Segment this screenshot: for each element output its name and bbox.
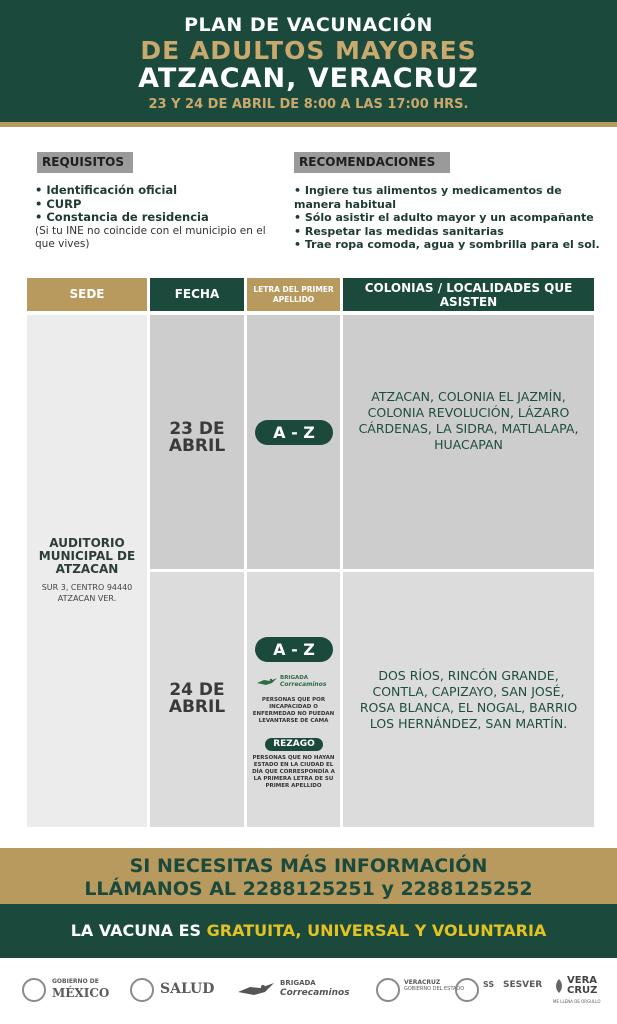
- veracruz-brand-logo: [553, 976, 613, 1006]
- requisitos-title: REQUISITOS: [37, 152, 133, 173]
- sesver-text: SESVER: [503, 980, 543, 990]
- info-banner: [0, 848, 617, 904]
- column-header-letra: LETRA DEL PRIMER APELLIDO: [247, 278, 340, 311]
- fecha-date: 23 DE ABRIL: [168, 419, 226, 456]
- recomendaciones-title: RECOMENDACIONES: [294, 152, 450, 173]
- bird-icon: [236, 980, 276, 1000]
- ss-text: SS: [483, 980, 495, 989]
- letra-cell: [247, 572, 340, 827]
- fecha-cell: [150, 572, 244, 827]
- logos-footer: [0, 958, 617, 1024]
- leaf-icon: [553, 978, 565, 994]
- cruz-text: CRUZ: [567, 985, 598, 996]
- sede-address: SUR 3, CENTRO 94440 ATZACAN VER.: [41, 583, 133, 603]
- recomendacion-item: • Respetar las medidas sanitarias: [294, 224, 504, 238]
- salud-logo: [130, 976, 220, 1006]
- vacuna-banner: [0, 904, 617, 958]
- colonias-list: ATZACAN, COLONIA EL JAZMÍN, COLONIA REVOLUCIÓN, LÁZARO CÁRDENAS, LA SIDRA, MATLALAPA, HUACAPAN: [358, 389, 579, 452]
- sede-name: AUDITORIO MUNICIPAL DE ATZACAN: [38, 536, 136, 576]
- requisito-item: • CURP: [35, 196, 82, 211]
- veracruz-gobierno-logo: [376, 976, 465, 1006]
- column-header-sede: SEDE: [27, 278, 147, 311]
- colonias-list: DOS RÍOS, RINCÓN GRANDE, CONTLA, CAPIZAYO, SAN JOSÉ, ROSA BLANCA, EL NOGAL, BARRIO LOS HERNÁNDEZ, SAN MARTÍN.: [359, 668, 578, 731]
- vera-text: VERA: [567, 975, 598, 986]
- requisito-item: • Constancia de residencia: [35, 210, 209, 224]
- veracruz-text: VERACRUZ: [404, 979, 441, 986]
- vacuna-highlight: GRATUITA, UNIVERSAL Y VOLUNTARIA: [206, 921, 547, 940]
- header-dates: 23 Y 24 DE ABRIL DE 8:00 A LAS 17:00 HRS.: [148, 97, 469, 112]
- gobierno-mexico-logo: [22, 976, 122, 1006]
- header-line1: PLAN DE VACUNACIÓN: [184, 14, 433, 36]
- rezago-badge: REZAGO: [265, 738, 323, 751]
- eagle-seal-icon: [22, 978, 46, 1002]
- requisitos-list: [35, 184, 285, 252]
- vacuna-prefix: LA VACUNA ES: [70, 921, 207, 940]
- sesver-logo: [455, 976, 543, 1006]
- letra-range-badge: A - Z: [255, 420, 333, 445]
- salud-text: SALUD: [160, 981, 215, 997]
- header-location: ATZACAN, VERACRUZ: [138, 63, 479, 94]
- letra-cell: [247, 315, 340, 569]
- recomendacion-item: • Trae ropa comoda, agua y sombrilla para el sol.: [294, 238, 600, 251]
- brigada-big-text: Correcaminos: [280, 988, 350, 998]
- state-shield-icon: [376, 978, 400, 1002]
- fecha-date: 24 DE ABRIL: [168, 680, 226, 717]
- brigada-correcaminos-logo: [236, 976, 356, 1006]
- brigada-name: Correcaminos: [280, 681, 327, 688]
- recomendacion-item: • Ingiere tus alimentos y medicamentos de manera habitual: [294, 184, 562, 211]
- veracruz-sub-text: GOBIERNO DEL ESTADO: [404, 986, 465, 992]
- requisito-note: (Si tu INE no coincide con el municipio en el que vives): [35, 224, 266, 250]
- vera-tagline: ME LLENA DE ORGULLO: [553, 999, 601, 1004]
- brigada-label: BRIGADA: [280, 675, 309, 681]
- gobierno-big-text: MÉXICO: [52, 986, 110, 1000]
- requisito-item: • Identificación oficial: [35, 183, 178, 197]
- colonias-cell: [343, 315, 594, 569]
- state-shield-icon: [455, 978, 479, 1002]
- brigada-correcaminos-badge: [256, 674, 332, 690]
- recomendacion-item: • Sólo asistir el adulto mayor y un acompañante: [294, 211, 594, 224]
- gobierno-small-text: GOBIERNO DE: [52, 978, 99, 985]
- brigada-small-text: BRIGADA: [280, 979, 316, 987]
- colonias-cell: [343, 572, 594, 827]
- header-line2: DE ADULTOS MAYORES: [140, 36, 477, 65]
- rezago-description: PERSONAS QUE NO HAYAN ESTADO EN LA CIUDAD EL DÍA QUE CORRESPONDÍA A LA PRIMERA LETRA DE SU PRIMER APELLIDO: [252, 755, 335, 789]
- eagle-seal-icon: [130, 978, 154, 1002]
- letra-range-badge: A - Z: [255, 637, 333, 662]
- fecha-cell: [150, 315, 244, 569]
- info-line1: SI NECESITAS MÁS INFORMACIÓN: [129, 855, 488, 877]
- sede-cell: [27, 315, 147, 827]
- column-header-colonias: COLONIAS / LOCALIDADES QUE ASISTEN: [343, 278, 594, 311]
- gold-divider: [0, 122, 617, 127]
- bird-icon: [256, 676, 278, 688]
- header-banner: [0, 0, 617, 122]
- info-phone-line: LLÁMANOS AL 2288125251 y 2288125252: [84, 878, 533, 900]
- column-header-fecha: FECHA: [150, 278, 244, 311]
- recomendaciones-list: [294, 184, 604, 252]
- brigada-description: PERSONAS QUE POR INCAPACIDAD O ENFERMEDAD NO PUEDAN LEVANTARSE DE CAMA: [252, 697, 335, 724]
